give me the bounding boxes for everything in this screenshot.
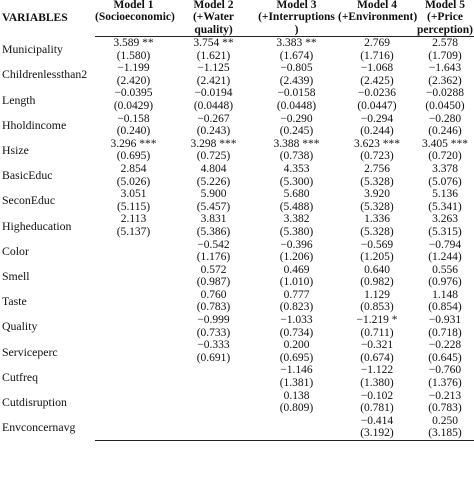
coefficient-cell: 3.263: [432, 213, 458, 226]
coefficient-cell: 0.572: [200, 263, 227, 276]
std-error-cell: (0.853): [360, 301, 394, 314]
std-error-cell: [95, 402, 172, 415]
std-error-cell: (0.674): [360, 351, 394, 364]
std-error-cell: (5.386): [196, 225, 231, 238]
coefficient-cell: [95, 364, 172, 377]
std-error-cell: (0.734): [279, 326, 314, 339]
coefficient-cell: −0.760: [428, 364, 462, 377]
std-error-cell: (0.695): [279, 351, 314, 364]
coefficient-cell: −0.0158: [277, 87, 316, 100]
variable-label: SeconEduc: [2, 193, 56, 208]
coefficient-cell: −0.213: [428, 389, 462, 402]
coefficient-cell: −0.0288: [425, 87, 465, 100]
coefficient-cell: −0.931: [428, 314, 462, 327]
coefficient-cell: 0.777: [283, 288, 310, 301]
coefficient-cell: −0.290: [280, 112, 313, 125]
model-2-subtitle-cont: quality): [172, 24, 255, 37]
coefficient-cell: 2.756: [364, 162, 390, 175]
coefficient-cell: 2.854: [120, 162, 147, 175]
model-4-subtitle-cont: [338, 24, 416, 37]
std-error-cell: (2.425): [360, 74, 394, 87]
std-error-cell: (1.381): [279, 377, 314, 390]
std-error-cell: (0.725): [196, 150, 231, 163]
std-error-cell: (0.691): [196, 351, 231, 364]
coefficient-cell: 5.900: [200, 188, 227, 201]
model-3-subtitle: (+Interruptions: [258, 11, 335, 23]
coefficient-cell: −0.102: [360, 389, 394, 402]
coefficient-cell: −1.033: [280, 314, 313, 327]
coefficient-cell: 3.623 ***: [354, 137, 400, 150]
variable-label: Envconcernavg: [2, 420, 76, 435]
std-error-cell: [95, 251, 172, 264]
table-row-coef: [0, 264, 474, 277]
table-row-coef: [0, 138, 474, 151]
coefficient-cell: 0.250: [432, 414, 458, 427]
std-error-cell: (1.206): [279, 251, 314, 264]
std-error-cell: [95, 352, 172, 365]
variable-label: Color: [2, 243, 29, 258]
model-1-subtitle-cont: [95, 24, 172, 37]
std-error-cell: [95, 377, 172, 390]
std-error-cell: (5.315): [428, 225, 462, 238]
coefficient-cell: −1.146: [280, 364, 313, 377]
model-5-subtitle: (+Price: [427, 11, 463, 23]
std-error-cell: (5.328): [360, 200, 394, 213]
coefficient-cell: 5.136: [432, 188, 458, 201]
coefficient-cell: −0.158: [117, 112, 150, 125]
variable-label: Serviceperc: [2, 344, 58, 359]
std-error-cell: (1.674): [279, 49, 314, 62]
std-error-cell: [95, 327, 172, 340]
std-error-cell: (0.783): [196, 301, 231, 314]
std-error-cell: [172, 427, 255, 440]
coefficient-cell: −0.333: [197, 339, 230, 352]
table-row-coef: [0, 213, 474, 226]
coefficient-cell: 1.129: [364, 288, 390, 301]
coefficient-cell: −1.122: [360, 364, 394, 377]
std-error-cell: (2.362): [428, 74, 462, 87]
variable-label: Municipality: [2, 42, 63, 57]
std-error-cell: (0.240): [116, 125, 151, 138]
std-error-cell: (0.809): [279, 402, 314, 415]
coefficient-cell: 3.298 ***: [190, 137, 237, 150]
coefficient-cell: [172, 390, 255, 403]
variable-label: Smell: [2, 268, 30, 283]
std-error-cell: (2.421): [196, 74, 231, 87]
variable-label: Cutdisruption: [2, 394, 67, 409]
table-row-coef: [0, 163, 474, 176]
coefficient-cell: 0.200: [283, 339, 310, 352]
coefficient-cell: 3.051: [120, 188, 147, 201]
std-error-cell: (0.976): [428, 276, 462, 289]
coefficient-cell: 3.382: [283, 213, 310, 226]
coefficient-cell: 3.405 ***: [422, 137, 468, 150]
model-1-subtitle: (Socioeconomic): [95, 11, 175, 23]
std-error-cell: (0.0447): [357, 99, 397, 112]
coefficient-cell: [95, 314, 172, 327]
std-error-cell: [172, 402, 255, 415]
std-error-cell: (3.185): [416, 427, 474, 440]
std-error-cell: (1.580): [116, 49, 151, 62]
coefficient-cell: 0.138: [283, 389, 310, 402]
std-error-cell: (5.380): [279, 225, 314, 238]
table-row-coef: [0, 87, 474, 100]
coefficient-cell: 2.578: [432, 37, 458, 49]
std-error-cell: (0.0448): [193, 99, 234, 112]
variable-label: Higheducation: [2, 218, 72, 233]
coefficient-cell: −0.228: [428, 339, 462, 352]
coefficient-cell: 1.336: [364, 213, 390, 226]
std-error-cell: (3.192): [338, 427, 416, 440]
model-4-subtitle: (+Environment): [338, 11, 418, 23]
std-error-cell: (1.205): [360, 251, 394, 264]
coefficient-cell: −1.219 *: [356, 314, 398, 327]
table-row-coef: [0, 390, 474, 403]
std-error-cell: (5.076): [428, 175, 462, 188]
coefficient-cell: −0.569: [360, 238, 394, 251]
coefficient-cell: [95, 289, 172, 302]
model-1-title: Model 1: [113, 0, 154, 11]
coefficient-cell: 3.296 ***: [110, 137, 157, 150]
coefficient-cell: −0.0194: [194, 87, 233, 100]
coefficient-cell: −0.396: [280, 238, 313, 251]
std-error-cell: (1.244): [428, 251, 462, 264]
std-error-cell: (5.328): [360, 225, 394, 238]
std-error-cell: (0.781): [360, 402, 394, 415]
std-error-cell: (1.376): [428, 377, 462, 390]
table-body: [0, 37, 474, 441]
table-row-coef: [0, 37, 474, 50]
std-error-cell: (0.645): [428, 351, 462, 364]
coefficient-cell: 1.148: [432, 288, 458, 301]
model-4-title: Model 4: [357, 0, 397, 11]
coefficient-cell: −0.0395: [114, 87, 153, 100]
std-error-cell: (1.621): [196, 49, 231, 62]
coefficient-cell: 0.469: [283, 263, 310, 276]
coefficient-cell: [95, 390, 172, 403]
coefficient-cell: 3.378: [432, 162, 458, 175]
std-error-cell: (0.854): [428, 301, 462, 314]
std-error-cell: (0.0429): [113, 99, 154, 112]
variable-label: Hsize: [2, 143, 29, 158]
std-error-cell: (2.439): [279, 74, 314, 87]
coefficient-cell: 3.920: [364, 188, 390, 201]
coefficient-cell: −1.125: [197, 62, 230, 75]
coefficient-cell: 0.760: [200, 288, 227, 301]
std-error-cell: (0.733): [196, 326, 231, 339]
std-error-cell: (5.300): [279, 175, 314, 188]
coefficient-cell: 0.556: [432, 263, 458, 276]
variable-label: Quality: [2, 319, 38, 334]
table-row-coef: [0, 364, 474, 377]
std-error-cell: (0.738): [279, 150, 314, 163]
std-error-cell: (5.328): [360, 175, 394, 188]
model-5-title: Model 5: [425, 0, 465, 11]
std-error-cell: [255, 427, 338, 440]
table-row-coef: [0, 113, 474, 126]
table-row-coef: [0, 289, 474, 302]
coefficient-cell: 4.804: [200, 162, 227, 175]
coefficient-cell: −1.643: [428, 62, 462, 75]
std-error-cell: (0.987): [196, 276, 231, 289]
coefficient-cell: 2.769: [364, 37, 390, 49]
std-error-cell: (0.245): [279, 125, 314, 138]
table-row-coef: [0, 62, 474, 75]
model-5-subtitle-cont: perception): [416, 24, 473, 36]
coefficient-cell: −0.0236: [357, 87, 397, 100]
table-row-coef: [0, 314, 474, 327]
coefficient-cell: [172, 415, 255, 428]
coefficient-cell: 3.383 **: [276, 37, 317, 49]
std-error-cell: [95, 276, 172, 289]
coefficient-cell: −1.068: [360, 62, 394, 75]
model-3-title: Model 3: [276, 0, 317, 11]
coefficient-cell: −0.414: [360, 414, 394, 427]
std-error-cell: (0.723): [360, 150, 394, 163]
coefficient-cell: [95, 339, 172, 352]
coefficient-cell: [95, 264, 172, 277]
coefficient-cell: −0.280: [428, 112, 462, 125]
std-error-cell: (5.341): [428, 200, 462, 213]
variable-label: Hholdincome: [2, 117, 67, 132]
std-error-cell: (5.226): [196, 175, 231, 188]
coefficient-cell: 3.831: [200, 213, 227, 226]
std-error-cell: (0.0450): [425, 99, 465, 112]
std-error-cell: (5.026): [116, 175, 151, 188]
variable-label: Taste: [2, 294, 27, 309]
std-error-cell: (0.720): [428, 150, 462, 163]
model-3-subtitle-cont: ): [255, 24, 338, 37]
table-header: [0, 0, 474, 37]
coefficient-cell: 3.589 **: [113, 37, 154, 49]
std-error-cell: (5.137): [116, 225, 151, 238]
std-error-cell: (1.709): [428, 49, 462, 62]
std-error-cell: [172, 377, 255, 390]
coefficient-cell: [172, 364, 255, 377]
std-error-cell: (1.380): [360, 377, 394, 390]
variable-label: Childrenlessthan2: [2, 67, 88, 82]
coefficient-cell: −0.294: [360, 112, 394, 125]
coefficient-cell: 3.388 ***: [273, 137, 320, 150]
coefficient-cell: 3.754 **: [193, 37, 234, 49]
variables-header: VARIABLES: [2, 11, 68, 24]
std-error-cell: (1.010): [279, 276, 314, 289]
std-error-cell: [95, 301, 172, 314]
variable-label: Cutfreq: [2, 369, 39, 384]
std-error-cell: (5.115): [116, 200, 151, 213]
variable-label: BasicEduc: [2, 168, 53, 183]
std-error-cell: (2.420): [116, 74, 151, 87]
std-error-cell: [95, 427, 172, 440]
std-error-cell: (1.176): [196, 251, 231, 264]
variable-label: Length: [2, 92, 36, 107]
coefficient-cell: [95, 415, 172, 428]
coefficient-cell: −0.805: [280, 62, 313, 75]
std-error-cell: (0.695): [116, 150, 151, 163]
model-2-subtitle: (+Water: [192, 11, 235, 23]
std-error-cell: (1.716): [360, 49, 394, 62]
std-error-cell: (0.244): [360, 125, 394, 138]
coefficient-cell: −1.199: [117, 62, 150, 75]
table-row-coef: [0, 415, 474, 428]
coefficient-cell: [95, 239, 172, 252]
coefficient-cell: [255, 415, 338, 428]
coefficient-cell: −0.999: [197, 314, 230, 327]
coefficient-cell: 0.640: [364, 263, 390, 276]
coefficient-cell: −0.542: [197, 238, 230, 251]
std-error-cell: (0.0448): [276, 99, 317, 112]
std-error-cell: (0.243): [196, 125, 231, 138]
std-error-cell: (0.718): [428, 326, 462, 339]
std-error-cell: (0.823): [279, 301, 314, 314]
std-error-cell: (5.457): [196, 200, 231, 213]
std-error-cell: (5.488): [279, 200, 314, 213]
coefficient-cell: −0.321: [360, 339, 394, 352]
coefficient-cell: 4.353: [283, 162, 310, 175]
std-error-cell: (0.246): [428, 125, 462, 138]
std-error-cell: (0.783): [428, 402, 462, 415]
table-row-coef: [0, 339, 474, 352]
coefficient-cell: 5.680: [283, 188, 310, 201]
std-error-cell: (0.711): [360, 326, 394, 339]
coefficient-cell: −0.794: [428, 238, 462, 251]
model-2-title: Model 2: [193, 0, 234, 11]
table-row-coef: [0, 239, 474, 252]
std-error-cell: (0.982): [360, 276, 394, 289]
table-row-coef: [0, 188, 474, 201]
coefficient-cell: 2.113: [120, 213, 147, 226]
coefficient-cell: −0.267: [197, 112, 230, 125]
